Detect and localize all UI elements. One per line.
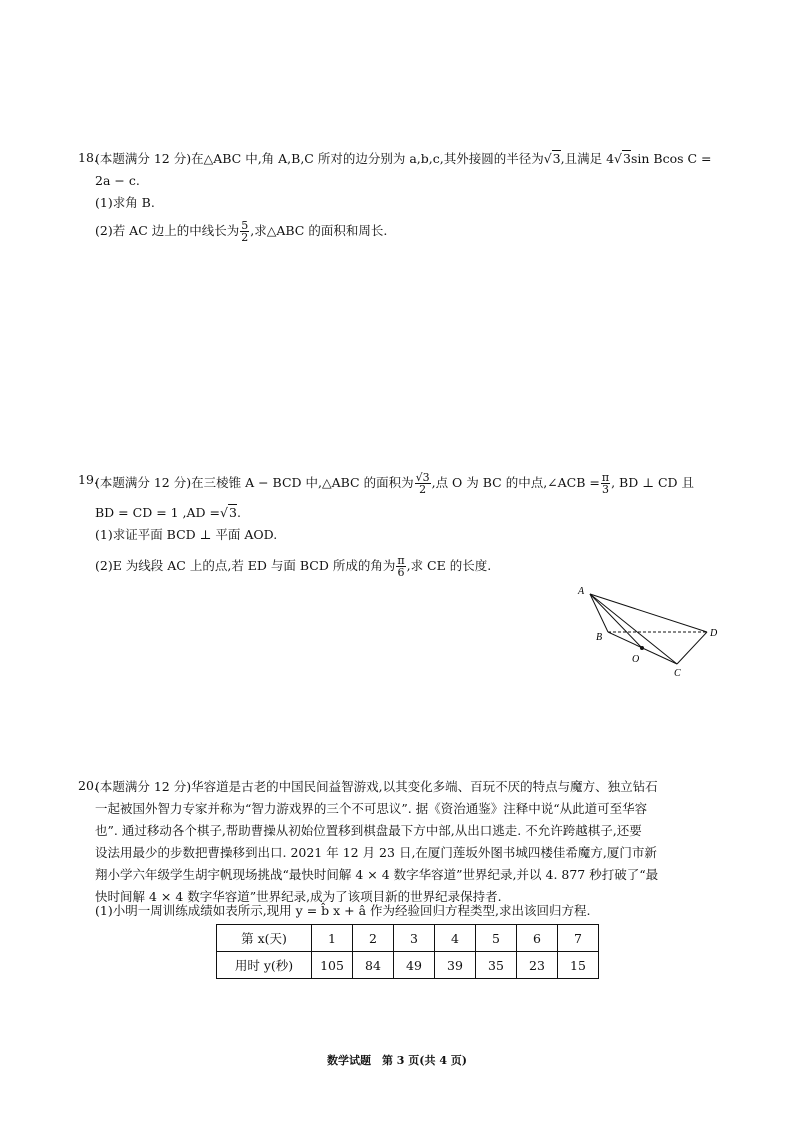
q18-line2: 2a − c. [95,173,140,188]
ed-angle-fraction: $\frac{\pi}{6}$ [397,554,405,579]
table-cell: 84 [353,952,394,979]
edge-CD [677,632,707,664]
label-O: O [632,654,640,665]
edge-AB [590,594,608,632]
point-O [640,646,644,650]
label-B: B [596,632,603,643]
label-A: A [578,586,585,597]
area-fraction: $\frac{√3}{2}$ [415,471,430,496]
q20-line: (本题满分 12 分)华容道是古老的中国民间益智游戏,以其变化多端、百玩不厌的特点与魔方、独立钻石 [95,779,658,794]
edge-AD [590,594,707,632]
table-cell: 39 [435,952,476,979]
q18-part2: (2)若 AC 边上的中线长为 $\frac{5}{2}$ ,求△ABC 的面积和周长. [95,219,388,244]
table-cell: 23 [517,952,558,979]
q20-number: 20. [78,778,98,793]
q20-line: 一起被国外智力专家并称为“智力游戏界的三个不可思议”. 据《资治通鉴》注释中说“从此道可至华容 [95,801,648,816]
table-cell: 49 [394,952,435,979]
table-cell: 3 [394,925,435,952]
angle-fraction: $\frac{\pi}{3}$ [601,471,610,496]
training-table [216,924,599,979]
q18-number: 18. [78,150,98,165]
table-cell: 1 [312,925,353,952]
q18-part1: (1)求角 B. [95,195,155,210]
table-cell: 105 [312,952,353,979]
table-header-time: 用时 y(秒) [217,952,312,979]
tetrahedron-figure [570,580,730,680]
table-cell: 5 [476,925,517,952]
q20-part1: (1)小明一周训练成绩如表所示,现用 y = b̂ x + â 作为经验回归方程类型,求出该回归方程. [95,903,591,918]
q19-line1: (本题满分 12 分)在三棱锥 A − BCD 中,△ABC 的面积为 $\frac{√3}{2}$ ,点 O 为 BC 的中点,∠ACB = $\frac{\pi}{3}$ , BD ⊥ CD 且 [95,471,695,496]
q20-line: 快时间解 4 × 4 数字华容道”世界纪录,成为了该项目新的世界纪录保持者. [95,889,502,904]
page-footer: 数学试题 第 3 页(共 4 页) [326,1054,468,1067]
table-cell: 6 [517,925,558,952]
q20-line: 也”. 通过移动各个棋子,帮助曹操从初始位置移到棋盘最下方中部,从出口逃走. 不允许跨越棋子,还要 [95,823,642,838]
table-row [217,952,599,979]
label-D: D [710,628,718,639]
table-cell: 7 [558,925,599,952]
label-C: C [674,668,681,679]
table-cell: 4 [435,925,476,952]
q18-line1: (本题满分 12 分)在△ABC 中,角 A,B,C 所对的边分别为 a,b,c,其外接圆的半径为√3,且满足 4√3sin Bcos C = [95,151,712,166]
median-fraction: $\frac{5}{2}$ [241,219,249,244]
q20-line: 设法用最少的步数把曹操移到出口. 2021 年 12 月 23 日,在厦门莲坂外图书城四楼佳希魔方,厦门市新 [95,845,657,860]
table-cell: 2 [353,925,394,952]
table-cell: 35 [476,952,517,979]
q19-number: 19. [78,472,98,487]
q20-line: 翔小学六年级学生胡宇帆现场挑战“最快时间解 4 × 4 数字华容道”世界纪录,并以 4. 877 秒打破了“最 [95,867,659,882]
q19-part1: (1)求证平面 BCD ⊥ 平面 AOD. [95,527,278,542]
table-cell: 15 [558,952,599,979]
q19-line2: BD = CD = 1 ,AD =√3. [95,505,241,520]
table-row [217,925,599,952]
q19-part2: (2)E 为线段 AC 上的点,若 ED 与面 BCD 所成的角为 $\frac{\pi}{6}$ ,求 CE 的长度. [95,554,492,579]
table-header-day: 第 x(天) [217,925,312,952]
